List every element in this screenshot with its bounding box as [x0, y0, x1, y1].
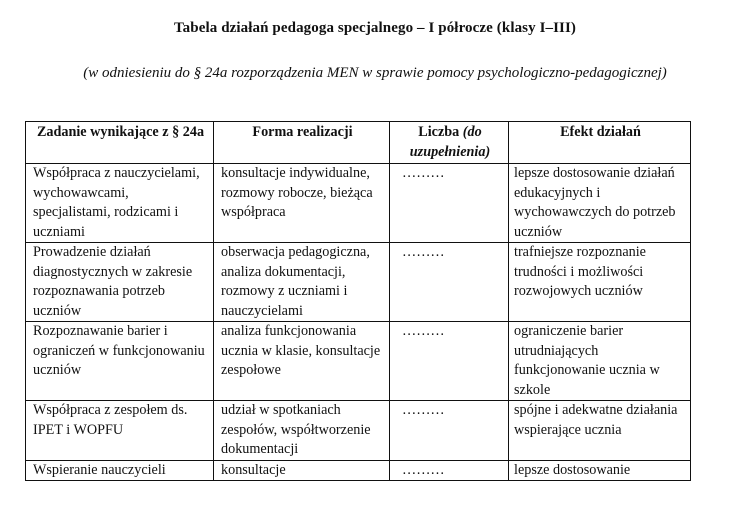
header-count-main: Liczba — [418, 124, 463, 140]
cell-task: Wspieranie nauczycieli — [26, 460, 214, 481]
header-count-italic: (do uzupełnienia) — [409, 124, 491, 160]
cell-form: konsultacje — [214, 460, 390, 481]
cell-form: analiza funkcjonowania ucznia w klasie, konsultacje zespołowe — [214, 322, 390, 401]
header-form: Forma realizacji — [214, 122, 390, 164]
cell-count: ……… — [390, 243, 509, 322]
cell-task: Rozpoznawanie barier i ograniczeń w funkcjonowaniu uczniów — [26, 322, 214, 401]
cell-effect: lepsze dostosowanie działań edukacyjnych i wychowawczych do potrzeb uczniów — [509, 164, 691, 243]
table-row — [26, 401, 691, 461]
cell-count: ……… — [390, 460, 509, 481]
cell-task: Prowadzenie działań diagnostycznych w zakresie rozpoznawania potrzeb uczniów — [26, 243, 214, 322]
cell-effect: trafniejsze rozpoznanie trudności i możliwości rozwojowych uczniów — [509, 243, 691, 322]
cell-task: Współpraca z zespołem ds. IPET i WOPFU — [26, 401, 214, 461]
cell-effect: ograniczenie barier utrudniających funkcjonowanie ucznia w szkole — [509, 322, 691, 401]
document-title: Tabela działań pedagoga specjalnego – I półrocze (klasy I–III) — [173, 20, 577, 36]
header-effect: Efekt działań — [509, 122, 691, 164]
document-subtitle: (w odniesieniu do § 24a rozporządzenia MEN w sprawie pomocy psychologiczno-pedagogicznej) — [83, 65, 667, 81]
header-count — [390, 122, 509, 164]
cell-form: konsultacje indywidualne, rozmowy robocze, bieżąca współpraca — [214, 164, 390, 243]
cell-task: Współpraca z nauczycielami, wychowawcami, specjalistami, rodzicami i uczniami — [26, 164, 214, 243]
cell-count: ……… — [390, 164, 509, 243]
table-row — [26, 243, 691, 322]
table-header-row — [26, 122, 691, 164]
table-row — [26, 164, 691, 243]
activities-table-container — [25, 121, 690, 481]
cell-form: udział w spotkaniach zespołów, współtworzenie dokumentacji — [214, 401, 390, 461]
table-row — [26, 460, 691, 481]
activities-table — [25, 121, 691, 481]
cell-effect: spójne i adekwatne działania wspierające ucznia — [509, 401, 691, 461]
table-row — [26, 322, 691, 401]
header-task: Zadanie wynikające z § 24a — [26, 122, 214, 164]
cell-count: ……… — [390, 322, 509, 401]
cell-effect: lepsze dostosowanie — [509, 460, 691, 481]
cell-form: obserwacja pedagogiczna, analiza dokumentacji, rozmowy z uczniami i nauczycielami — [214, 243, 390, 322]
cell-count: ……… — [390, 401, 509, 461]
